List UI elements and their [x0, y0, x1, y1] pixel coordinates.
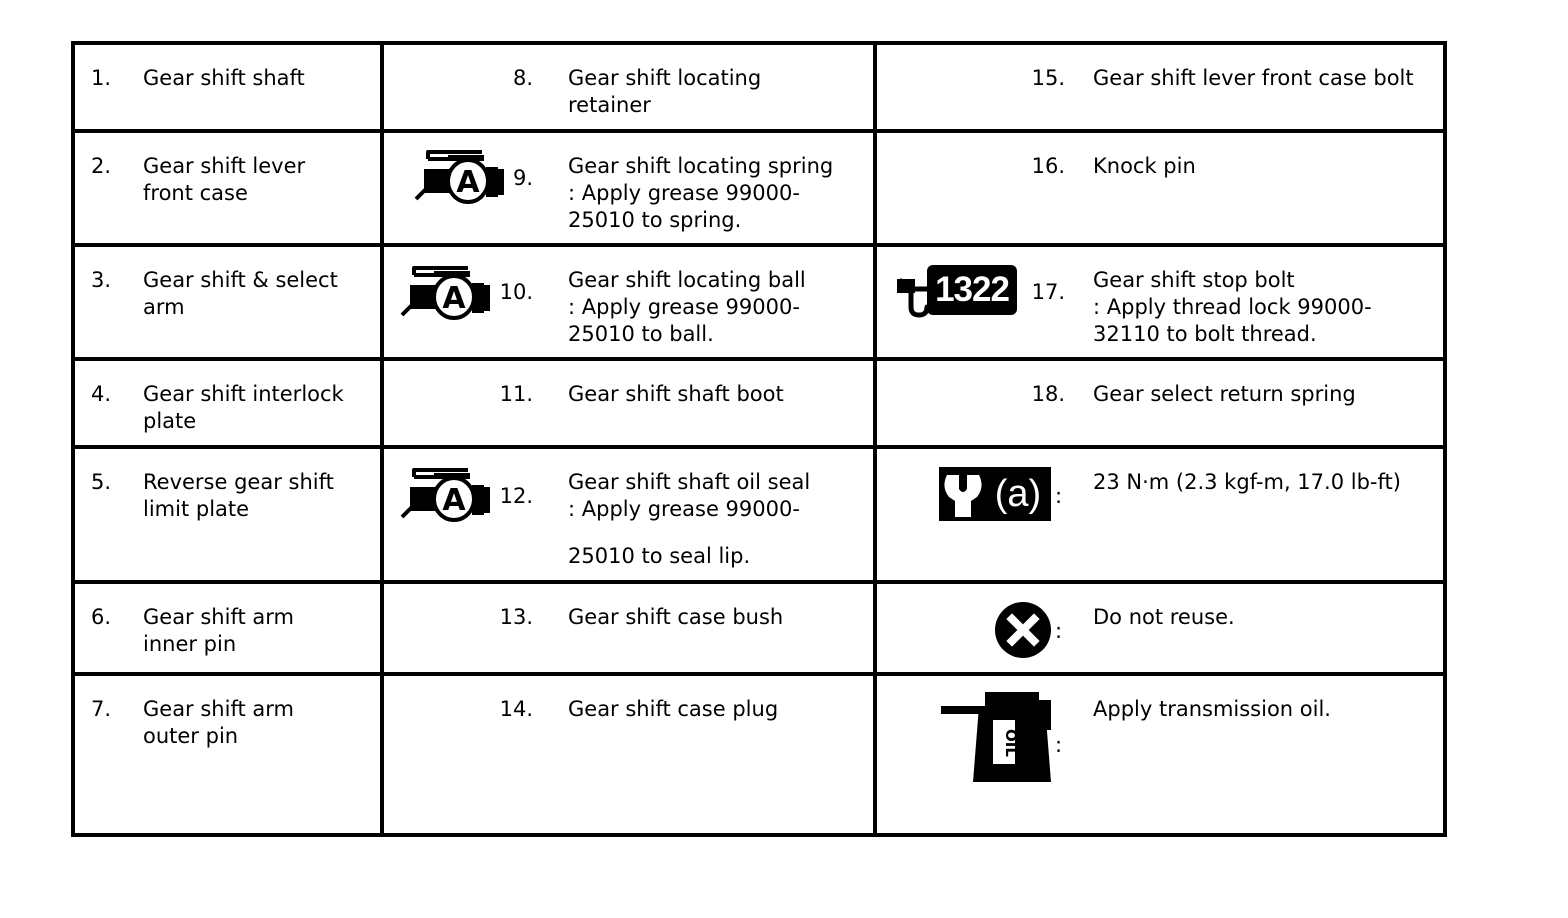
item-label: Gear shift lever front case	[143, 154, 306, 205]
item-label: Gear shift locating spring : Apply grease 99000- 25010 to spring.	[568, 154, 834, 232]
item-number: 14.	[499, 697, 533, 721]
table-row	[73, 131, 1445, 245]
svg-text:A: A	[442, 483, 466, 518]
item-label: Gear shift interlock plate	[143, 382, 344, 433]
item-label: Gear shift case plug	[568, 697, 779, 721]
svg-text:A: A	[456, 165, 480, 200]
item-label: Apply transmission oil.	[1093, 697, 1331, 721]
thread-lock-icon	[895, 263, 1023, 323]
item-label: Gear shift lever front case bolt	[1093, 66, 1414, 90]
item-number: 11.	[499, 382, 533, 406]
item-number: 7.	[91, 697, 112, 721]
item-number: 5.	[91, 470, 112, 494]
item-number: 13.	[499, 605, 533, 629]
legend-table	[71, 41, 1447, 837]
thread-lock-number: 1322	[927, 265, 1017, 315]
item-label: Gear shift arm inner pin	[143, 605, 294, 656]
item-number: 4.	[91, 382, 112, 406]
item-label: Gear shift locating retainer	[568, 66, 762, 117]
item-number: 2.	[91, 154, 112, 178]
item-number: 10.	[499, 280, 533, 304]
table-row	[73, 359, 1445, 447]
item-label: Gear shift case bush	[568, 605, 784, 629]
table-row	[73, 674, 1445, 835]
item-label: Gear shift stop bolt : Apply thread lock 99000- 32110 to bolt thread.	[1093, 268, 1372, 346]
item-number: 3.	[91, 268, 112, 292]
table-row	[73, 447, 1445, 582]
item-label: Gear shift shaft boot	[568, 382, 784, 406]
oil-can-icon	[941, 692, 1053, 784]
item-colon: :	[1055, 733, 1063, 757]
item-colon: :	[1055, 484, 1063, 508]
item-label: Gear shift locating ball : Apply grease 99000- 25010 to ball.	[568, 268, 806, 346]
item-number: 15.	[1031, 66, 1065, 90]
item-label: Gear shift shaft	[143, 66, 305, 90]
item-label: Gear shift arm outer pin	[143, 697, 294, 748]
item-label: Gear shift & select arm	[143, 268, 338, 319]
table-row	[73, 245, 1445, 359]
do-not-reuse-icon	[993, 600, 1053, 660]
item-colon: :	[1055, 619, 1063, 643]
torque-wrench-icon	[939, 467, 1051, 521]
item-label: Do not reuse.	[1093, 605, 1235, 629]
grease-a-icon	[398, 465, 504, 527]
item-label: Gear select return spring	[1093, 382, 1356, 406]
item-number: 18.	[1031, 382, 1065, 406]
item-number: 8.	[512, 66, 533, 90]
item-number: 1.	[91, 66, 112, 90]
item-number: 6.	[91, 605, 112, 629]
grease-a-icon	[412, 147, 518, 209]
table-row	[73, 582, 1445, 674]
item-number: 12.	[499, 484, 533, 508]
item-number: 16.	[1031, 154, 1065, 178]
item-label: Gear shift shaft oil seal : Apply grease 99000- 25010 to seal lip.	[568, 470, 811, 568]
item-label: Knock pin	[1093, 154, 1196, 178]
item-label: Reverse gear shift limit plate	[143, 470, 334, 521]
oil-can-label: OIL	[1002, 729, 1020, 757]
item-number: 17.	[1031, 280, 1065, 304]
item-label: 23 N·m (2.3 kgf-m, 17.0 lb-ft)	[1093, 470, 1401, 494]
torque-label: (a)	[994, 473, 1042, 515]
grease-a-icon	[398, 263, 504, 325]
table-row	[73, 43, 1445, 131]
svg-text:A: A	[442, 281, 466, 316]
item-number: 9.	[512, 166, 533, 190]
